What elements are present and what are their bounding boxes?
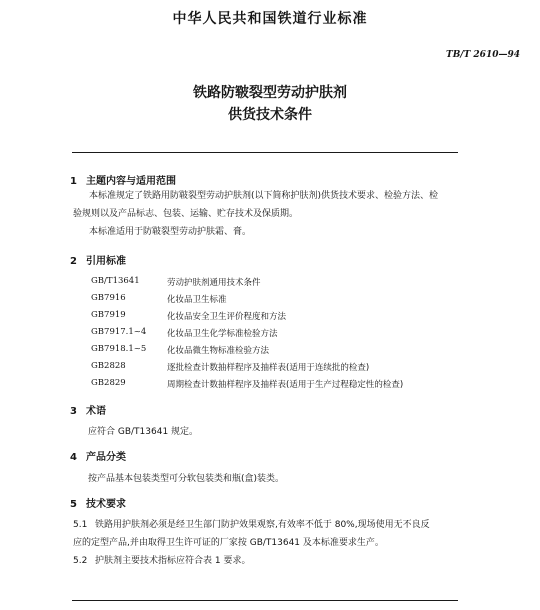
top-rule [72,152,458,153]
clause-text: 护肤剂主要技术指标应符合表 1 要求。 [95,556,251,566]
section-title: 引用标准 [86,256,126,267]
ref-title: 逐批检查计数抽样程序及抽样表(适用于连续批的检查) [167,363,370,373]
section-title: 主题内容与适用范围 [86,176,176,187]
paragraph-text: 本标准规定了铁路用防皲裂型劳动护肤剂(以下简称护肤剂)供货技术要求、检验方法、检 [89,191,439,201]
ref-code: GB2829 [91,378,126,388]
ref-title: 化妆品安全卫生评价程度和方法 [167,312,287,322]
section-title: 技术要求 [86,499,126,510]
ref-code: GB2828 [91,361,126,371]
ref-code: GB/T13641 [91,276,140,286]
clause-5-1-line-2: 应的定型产品,并由取得卫生许可证的厂家按 GB/T13641 及本标准要求生产。 [73,538,384,548]
section-1-heading [70,172,176,187]
ref-title: 化妆品微生物标准检验方法 [167,346,270,356]
section-3-text: 应符合 GB/T13641 规定。 [88,427,199,437]
section-number: 5 [70,499,77,510]
section-number: 4 [70,452,77,463]
section-4-text: 按产品基本包装类型可分软包装类和瓶(盒)装类。 [88,474,285,484]
ref-title: 劳动护肤剂通用技术条件 [167,278,261,288]
section-title: 术语 [86,406,106,417]
section-number: 2 [70,256,77,267]
ref-title: 周期检查计数抽样程序及抽样表(适用于生产过程稳定性的检查) [167,380,404,390]
clause-number: 5.1 [73,520,88,530]
ref-code: GB7916 [91,293,126,303]
clause-number: 5.2 [73,556,88,566]
clause-text: 铁路用护肤剂必须是经卫生部门防护效果观察,有效率不低于 80%,现场使用无不良反 [95,520,430,530]
section-3-heading [70,402,106,417]
paragraph-text: 本标准适用于防皲裂型劳动护肤霜、膏。 [89,227,252,237]
document-subtitle: 供货技术条件 [228,107,312,123]
section-5-heading [70,495,126,510]
section-1-paragraph-1a [73,187,438,205]
section-4-heading [70,448,126,463]
clause-5-1-line-1 [73,516,430,534]
section-1-paragraph-1b: 验规则以及产品标志、包装、运输、贮存技术及保质期。 [73,209,299,219]
ref-title: 化妆品卫生化学标准检验方法 [167,329,278,339]
document-title: 铁路防皲裂型劳动护肤剂 [193,85,347,101]
ref-title: 化妆品卫生标准 [167,295,227,305]
standard-header: 中华人民共和国铁道行业标准 [172,11,368,27]
ref-code: GB7917.1~4 [91,327,147,337]
clause-5-2 [73,552,250,570]
section-1-paragraph-2 [73,223,251,241]
section-2-heading [70,252,126,267]
section-number: 1 [70,176,77,187]
ref-code: GB7918.1~5 [91,344,147,354]
section-title: 产品分类 [86,452,126,463]
section-number: 3 [70,406,77,417]
standard-code: TB/T 2610—94 [446,50,520,60]
bottom-rule [72,600,458,601]
ref-code: GB7919 [91,310,126,320]
